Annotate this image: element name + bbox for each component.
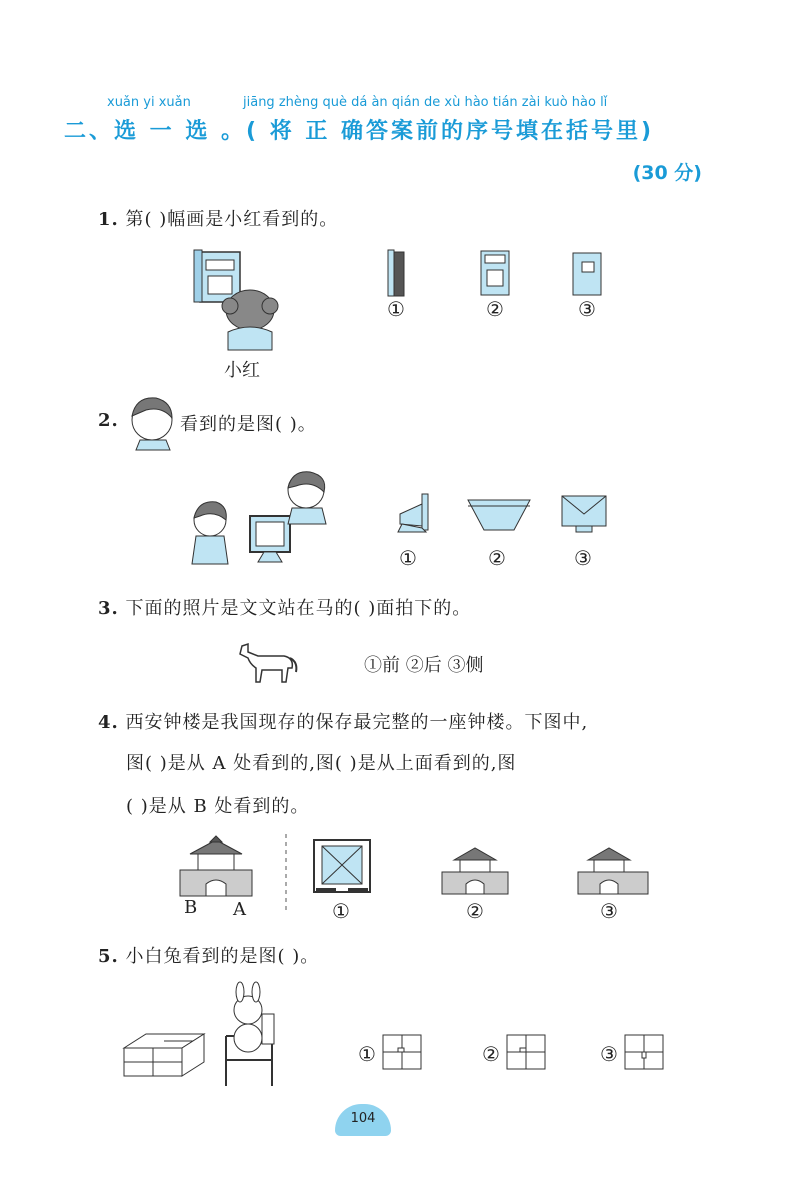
option-2[interactable]: ② <box>466 899 484 923</box>
divider-dashed-line <box>284 834 288 910</box>
option-1[interactable]: ① <box>358 1042 376 1066</box>
question-text-line-1: 西安钟楼是我国现存的保存最完整的一座钟楼。下图中, <box>125 712 589 733</box>
bell-tower-front-view-b <box>576 846 650 896</box>
option-3[interactable]: ③ <box>574 546 592 570</box>
section-title: 二、选 一 选 。( 将 正 确答案前的序号填在括号里) <box>64 119 655 144</box>
question-number: 4. <box>98 712 119 733</box>
option-1[interactable]: ① <box>332 899 350 923</box>
box-view-option-3 <box>624 1034 664 1070</box>
question-number: 1. <box>98 209 119 230</box>
box-view-option-2 <box>506 1034 546 1070</box>
option-3[interactable]: ③ <box>578 297 596 321</box>
monitor-back-view <box>560 494 608 534</box>
question-text: 小白兔看到的是图( )。 <box>125 946 320 967</box>
question-2-text: 看到的是图( )。 <box>180 414 317 435</box>
page-number-badge: 104 <box>335 1104 391 1136</box>
boy-head-icon <box>126 394 178 450</box>
girl-with-book-illustration <box>190 248 280 358</box>
q3-options[interactable]: ①前 ②后 ③侧 <box>364 655 484 676</box>
question-3 <box>98 594 471 620</box>
book-side-view <box>386 248 410 298</box>
option-2[interactable]: ② <box>482 1042 500 1066</box>
question-text: 下面的照片是文文站在马的( )面拍下的。 <box>125 598 472 619</box>
question-4-line-3: ( )是从 B 处看到的。 <box>126 796 310 817</box>
question-text: 第( )幅画是小红看到的。 <box>125 209 339 230</box>
option-1[interactable]: ① <box>399 546 417 570</box>
option-2[interactable]: ② <box>488 546 506 570</box>
book-front-view <box>480 250 510 296</box>
question-5 <box>98 942 319 968</box>
box-and-rabbit-illustration <box>122 986 286 1090</box>
bell-tower-top-view <box>312 838 372 894</box>
option-1[interactable]: ① <box>387 297 405 321</box>
question-4 <box>98 708 588 734</box>
xiaohong-label: 小红 <box>224 360 260 381</box>
option-3[interactable]: ③ <box>600 1042 618 1066</box>
box-view-option-1 <box>382 1034 422 1070</box>
monitor-side-view <box>392 492 432 534</box>
section-score: (30 分) <box>632 162 702 184</box>
monitor-top-view <box>466 496 532 532</box>
label-b: B <box>184 897 198 918</box>
bell-tower-front-view-a <box>440 846 510 896</box>
question-2 <box>98 410 119 431</box>
question-4-line-2: 图( )是从 A 处看到的,图( )是从上面看到的,图 <box>126 753 517 774</box>
option-2[interactable]: ② <box>486 297 504 321</box>
option-3[interactable]: ③ <box>600 899 618 923</box>
question-number: 3. <box>98 598 119 619</box>
book-back-view <box>572 252 602 296</box>
children-and-monitor-illustration <box>188 470 338 570</box>
bell-tower-3d-illustration <box>172 836 260 900</box>
horse-illustration <box>234 634 298 686</box>
label-a: A <box>233 899 246 920</box>
question-number: 2. <box>98 410 119 431</box>
pinyin-line-2: jiāng zhèng què dá àn qián de xù hào tián zài kuò hào lǐ <box>243 95 608 110</box>
pinyin-line-1: xuǎn yi xuǎn <box>107 95 191 110</box>
question-1 <box>98 205 338 231</box>
question-number: 5. <box>98 946 119 967</box>
